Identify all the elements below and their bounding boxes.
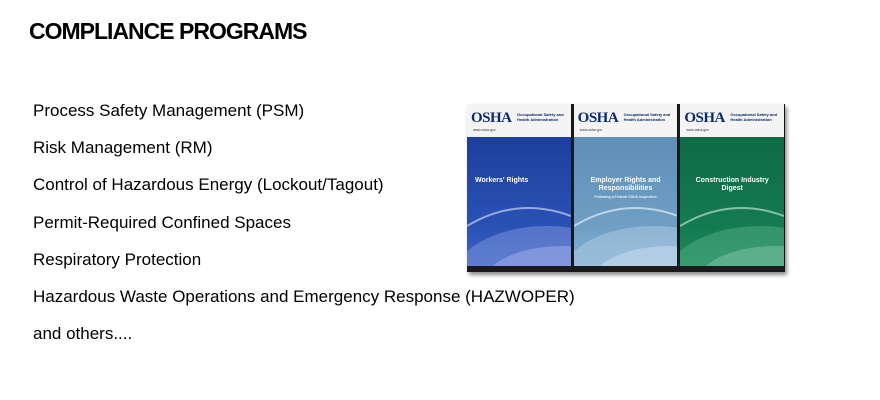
swirl-graphic bbox=[467, 186, 571, 266]
brochure-subtitle: Following a Federal OSHA Inspection bbox=[594, 195, 657, 199]
osha-logo: OSHA bbox=[577, 110, 619, 126]
osha-logo: OSHA bbox=[471, 110, 512, 126]
osha-brochures-image bbox=[467, 104, 785, 272]
brochure-workers-rights bbox=[467, 104, 572, 266]
brochure-cover bbox=[680, 137, 784, 266]
swirl-graphic bbox=[680, 186, 784, 266]
list-item: Respiratory Protection bbox=[33, 249, 202, 269]
brochure-site: www.osha.gov bbox=[579, 128, 603, 132]
list-item: Risk Management (RM) bbox=[33, 138, 213, 158]
brochure-title: Employer Rights and Responsibilities bbox=[590, 177, 661, 192]
brochure-agency: Occupational Safety and Health Administration bbox=[730, 112, 778, 122]
page-title: COMPLIANCE PROGRAMS bbox=[29, 18, 307, 44]
list-item: and others.... bbox=[33, 324, 133, 344]
brochure-cover bbox=[467, 137, 571, 266]
brochure-title: Construction Industry Digest bbox=[695, 177, 769, 192]
list-item: Permit-Required Confined Spaces bbox=[33, 212, 291, 232]
brochure-header bbox=[574, 104, 678, 138]
brochure-employer-rights bbox=[574, 104, 679, 266]
list-item: Process Safety Management (PSM) bbox=[33, 101, 305, 120]
swirl-graphic bbox=[574, 186, 678, 266]
brochure-agency: Occupational Safety and Health Administration bbox=[623, 112, 671, 122]
brochure-site: www.osha.gov bbox=[473, 128, 496, 132]
brochure-agency: Occupational Safety and Health Administration bbox=[517, 112, 564, 122]
brochure-site: www.osha.gov bbox=[686, 128, 709, 132]
brochure-header bbox=[467, 104, 571, 138]
brochure-construction-digest bbox=[680, 104, 785, 266]
brochure-title: Workers' Rights bbox=[475, 177, 529, 184]
list-item: Control of Hazardous Energy (Lockout/Tagout) bbox=[33, 175, 384, 195]
list-item: Hazardous Waste Operations and Emergency Response (HAZWOPER) bbox=[33, 286, 575, 306]
osha-logo: OSHA bbox=[684, 110, 725, 126]
brochure-cover bbox=[574, 137, 678, 266]
brochure-header bbox=[680, 104, 784, 138]
